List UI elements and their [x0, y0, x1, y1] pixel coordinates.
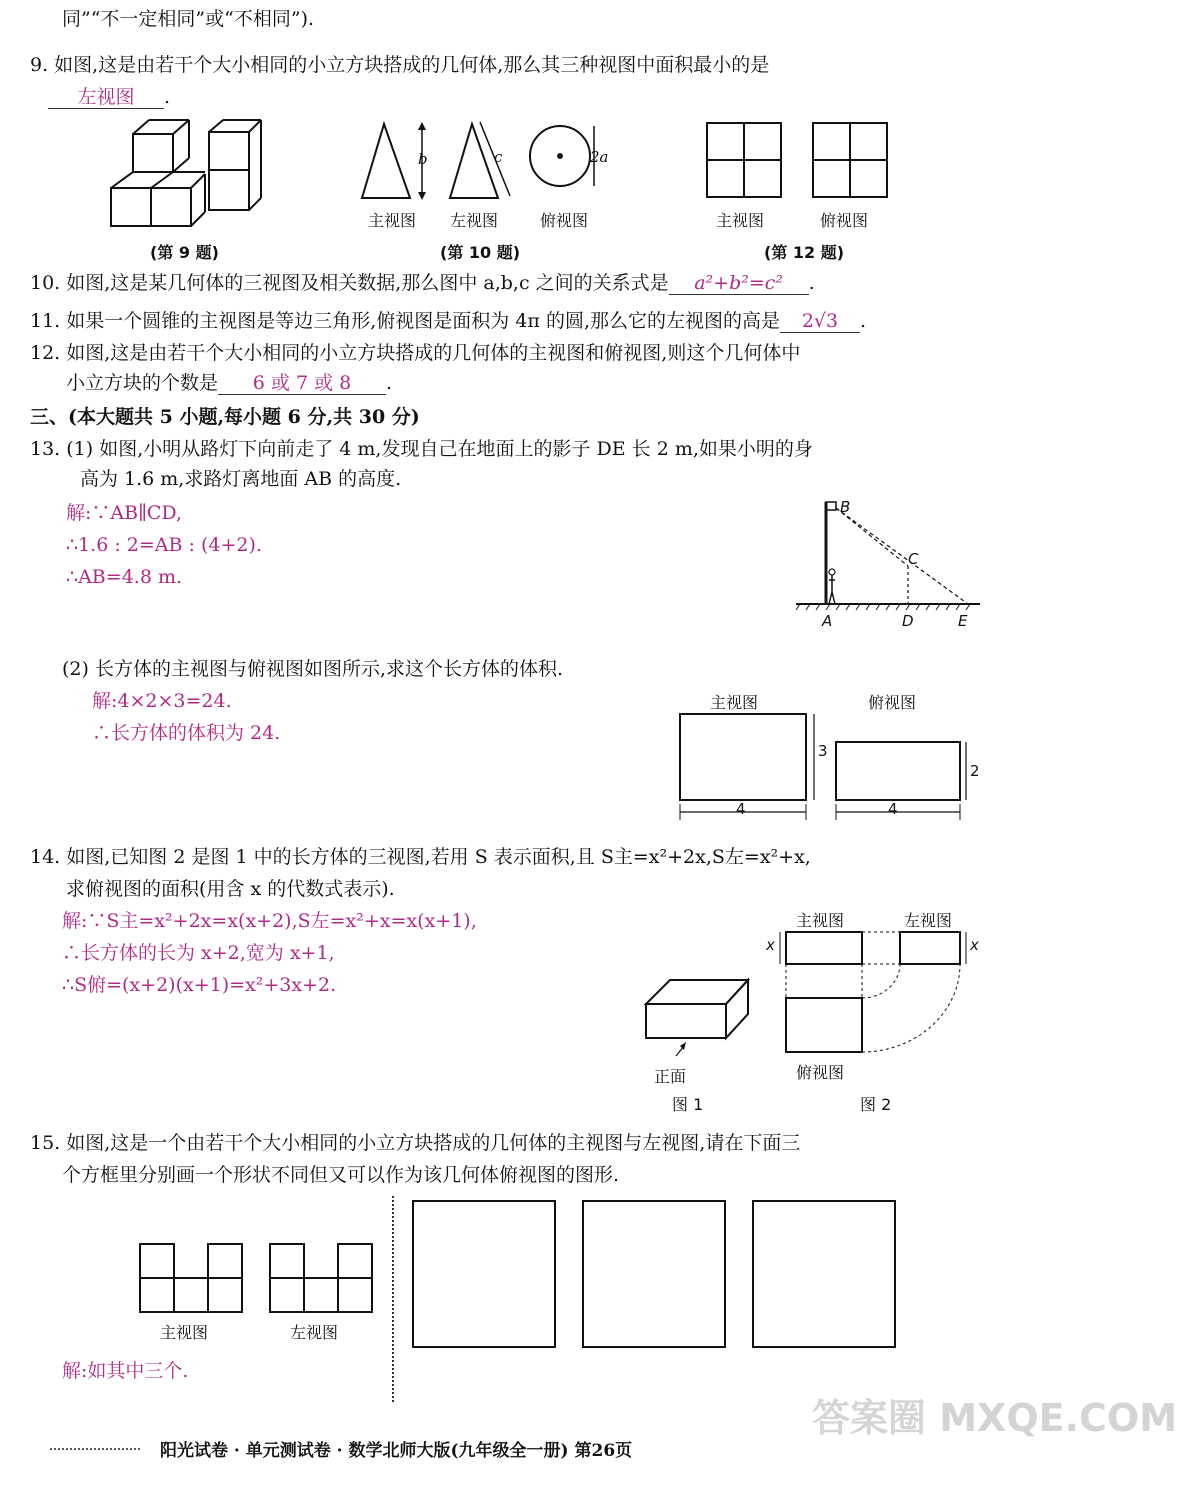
q14-label-face: 正面 — [654, 1067, 687, 1086]
q10-text: 10. 如图,这是某几何体的三视图及相关数据,那么图中 a,b,c 之间的关系式是 a²+b²=c² . — [30, 272, 815, 294]
q14-label-fig1: 图 1 — [672, 1095, 704, 1114]
q15-answer-box-2[interactable] — [582, 1200, 726, 1348]
q14-line1: 14. 如图,已知图 2 是图 1 中的长方体的三视图,若用 S 表示面积,且 S主=x²+2x,S左=x²+x, — [30, 846, 811, 868]
q13-cuboid-views — [676, 708, 986, 824]
top-line: 同”“不一定相同”或“不相同”). — [62, 8, 315, 30]
q15-front-view — [138, 1242, 246, 1314]
q10-dim-2a: 2a — [590, 148, 609, 166]
q15-left-view — [268, 1242, 376, 1314]
q15-label-left: 左视图 — [290, 1323, 339, 1342]
q13-streetlight-figure — [796, 496, 982, 612]
q10-left-view — [448, 120, 518, 205]
q15-divider — [392, 1196, 394, 1402]
q13-sol1-line2: ∴1.6 : 2=AB : (4+2). — [66, 534, 262, 556]
q12-front-view — [706, 122, 782, 200]
q14-line2: 求俯视图的面积(用含 x 的代数式表示). — [66, 878, 395, 900]
q11-text: 11. 如果一个圆锥的主视图是等边三角形,俯视图是面积为 4π 的圆,那么它的左视图的高是 2√3 . — [30, 310, 867, 332]
q15-line2: 个方框里分别画一个形状不同但又可以作为该几何体俯视图的图形. — [62, 1164, 620, 1186]
q11-answer: 2√3 — [780, 310, 860, 333]
q14-label-top: 俯视图 — [796, 1063, 845, 1082]
q10-front-view — [360, 120, 440, 205]
q12-top-view — [812, 122, 888, 200]
q10-answer: a²+b²=c² — [669, 272, 809, 295]
q13-dim-4-front: 4 — [736, 800, 746, 818]
q10-dim-c: c — [494, 148, 503, 166]
q13-label-C: C — [908, 550, 919, 568]
q10-caption: (第 10 题) — [440, 243, 521, 262]
q15-line1: 15. 如图,这是一个由若干个大小相同的小立方块搭成的几何体的主视图与左视图,请在下面三 — [30, 1132, 801, 1154]
q10-label-left: 左视图 — [450, 211, 499, 230]
q12-line2: 小立方块的个数是 6 或 7 或 8 . — [66, 372, 393, 394]
q13-sol1-line3: ∴AB=4.8 m. — [66, 566, 183, 588]
q15-label-front: 主视图 — [160, 1323, 209, 1342]
q14-cuboid-figure — [644, 976, 754, 1056]
q13-label-B: B — [840, 498, 851, 516]
q11-question: 11. 如果一个圆锥的主视图是等边三角形,俯视图是面积为 4π 的圆,那么它的左视图的高是 — [30, 310, 780, 332]
q9-cube-figure — [105, 112, 265, 232]
q13-label-E: E — [958, 612, 968, 630]
watermark: 答案圈 MXQE.COM — [812, 1396, 1177, 1440]
q13-dim-2: 2 — [970, 762, 980, 780]
q13-label-D: D — [902, 612, 914, 630]
q12-question: 小立方块的个数是 — [66, 372, 219, 394]
q13-dim-4-top: 4 — [888, 800, 898, 818]
q14-label-front: 主视图 — [796, 911, 845, 930]
q9-text: 9. 如图,这是由若干个大小相同的小立方块搭成的几何体,那么其三种视图中面积最小的是 — [30, 54, 770, 76]
q9-caption: (第 9 题) — [150, 243, 219, 262]
q14-three-views — [770, 926, 990, 1058]
q14-sol-line1: 解:∵S主=x²+2x=x(x+2),S左=x²+x=x(x+1), — [62, 910, 477, 932]
q14-sol-line3: ∴S俯=(x+2)(x+1)=x²+3x+2. — [62, 974, 337, 996]
q10-label-top: 俯视图 — [540, 211, 589, 230]
section-3-heading: 三、(本大题共 5 小题,每小题 6 分,共 30 分) — [30, 406, 420, 428]
q12-label-top: 俯视图 — [820, 211, 869, 230]
q15-answer-box-1[interactable] — [412, 1200, 556, 1348]
q10-question: 10. 如图,这是某几何体的三视图及相关数据,那么图中 a,b,c 之间的关系式是 — [30, 272, 669, 294]
q13-fig2-label-top: 俯视图 — [868, 693, 917, 712]
q14-dim-x-right: x — [970, 936, 979, 954]
q9-answer: 左视图 — [48, 86, 164, 109]
q14-dim-x-left: x — [766, 936, 775, 954]
q13-sol2-line2: ∴长方体的体积为 24. — [92, 722, 281, 744]
q13-part1-line2: 高为 1.6 m,求路灯离地面 AB 的高度. — [80, 468, 402, 490]
q14-sol-line2: ∴长方体的长为 x+2,宽为 x+1, — [62, 942, 335, 964]
q14-label-left: 左视图 — [904, 911, 953, 930]
q15-answer-box-3[interactable] — [752, 1200, 896, 1348]
q13-dim-3: 3 — [818, 742, 828, 760]
q12-answer: 6 或 7 或 8 — [218, 372, 386, 395]
q10-dim-b: b — [418, 150, 428, 168]
q13-label-A: A — [822, 612, 833, 630]
q12-caption: (第 12 题) — [764, 243, 845, 262]
q15-sol: 解:如其中三个. — [62, 1360, 189, 1382]
q12-line1: 12. 如图,这是由若干个大小相同的小立方块搭成的几何体的主视图和俯视图,则这个几何体中 — [30, 342, 801, 364]
q13-part2: (2) 长方体的主视图与俯视图如图所示,求这个长方体的体积. — [62, 658, 564, 680]
footer-text: 阳光试卷 · 单元测试卷 · 数学北师大版(九年级全一册) 第26页 — [160, 1441, 633, 1461]
q12-label-front: 主视图 — [716, 211, 765, 230]
footer-dots-left — [50, 1448, 140, 1450]
q9-answer-blank: 左视图 . — [48, 86, 170, 109]
q13-sol2-line1: 解:4×2×3=24. — [92, 690, 232, 712]
q13-fig2-label-front: 主视图 — [710, 693, 759, 712]
q13-part1-line1: 13. (1) 如图,小明从路灯下向前走了 4 m,发现自己在地面上的影子 DE 长 2 m,如果小明的身 — [30, 438, 813, 460]
q14-label-fig2: 图 2 — [860, 1095, 892, 1114]
q13-sol1-line1: 解:∵AB∥CD, — [66, 502, 182, 524]
q10-label-front: 主视图 — [368, 211, 417, 230]
